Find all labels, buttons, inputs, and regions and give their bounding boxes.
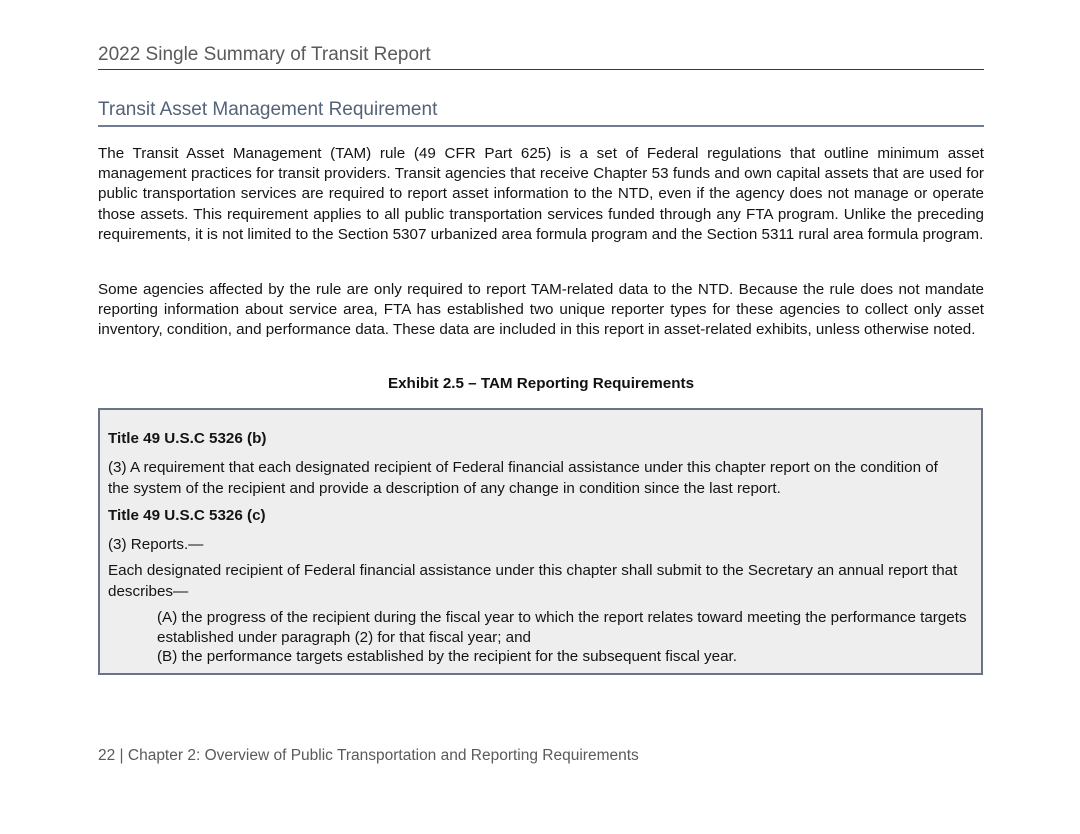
sub-item-a: (A) the progress of the recipient during the fiscal year to which the report relates toward meeting the performance targets established under paragraph (2) for that fiscal year; and bbox=[157, 609, 967, 646]
statute-sub-list bbox=[157, 608, 977, 667]
statute-text-c: Each designated recipient of Federal financial assistance under this chapter shall submit to the Secretary an annual report that describes— bbox=[108, 562, 958, 600]
sub-item-b: (B) the performance targets established by the recipient for the subsequent fiscal year. bbox=[157, 648, 737, 665]
statute-heading-b: Title 49 U.S.C 5326 (b) bbox=[108, 430, 267, 447]
statute-box bbox=[98, 408, 983, 675]
exhibit-title: Exhibit 2.5 – TAM Reporting Requirements bbox=[387, 375, 695, 392]
statute-reports-label: (3) Reports.— bbox=[108, 536, 204, 553]
statute-text-b: (3) A requirement that each designated recipient of Federal financial assistance under this chapter report on the condition of the system of the recipient and provide a description of any change in condition since the last report. bbox=[108, 459, 938, 497]
body-paragraph-1: The Transit Asset Management (TAM) rule (49 CFR Part 625) is a set of Federal regulations that outline minimum asset management practices for transit providers. Transit agencies that receive Chapter 53 funds and own capital assets that are used for public transportation services are required to report asset information to the NTD, even if the agency does not manage or operate those assets. This requirement applies to all public transportation services funded through any FTA program. Unlike the preceding requirements, it is not limited to the Section 5307 urbanized area formula program and the Section 5311 rural area formula program. bbox=[98, 145, 984, 243]
statute-heading-c: Title 49 U.S.C 5326 (c) bbox=[108, 507, 266, 524]
body-paragraph-2: Some agencies affected by the rule are only required to report TAM-related data to the NTD. Because the rule does not mandate reporting information about service area, FTA has established two unique reporter types for these agencies to collect only asset inventory, condition, and performance data. These data are included in this report in asset-related exhibits, unless otherwise noted. bbox=[98, 281, 984, 339]
section-heading: Transit Asset Management Requirement bbox=[98, 99, 984, 127]
report-title: 2022 Single Summary of Transit Report bbox=[98, 44, 984, 70]
page-footer: 22 | Chapter 2: Overview of Public Transportation and Reporting Requirements bbox=[98, 747, 639, 764]
